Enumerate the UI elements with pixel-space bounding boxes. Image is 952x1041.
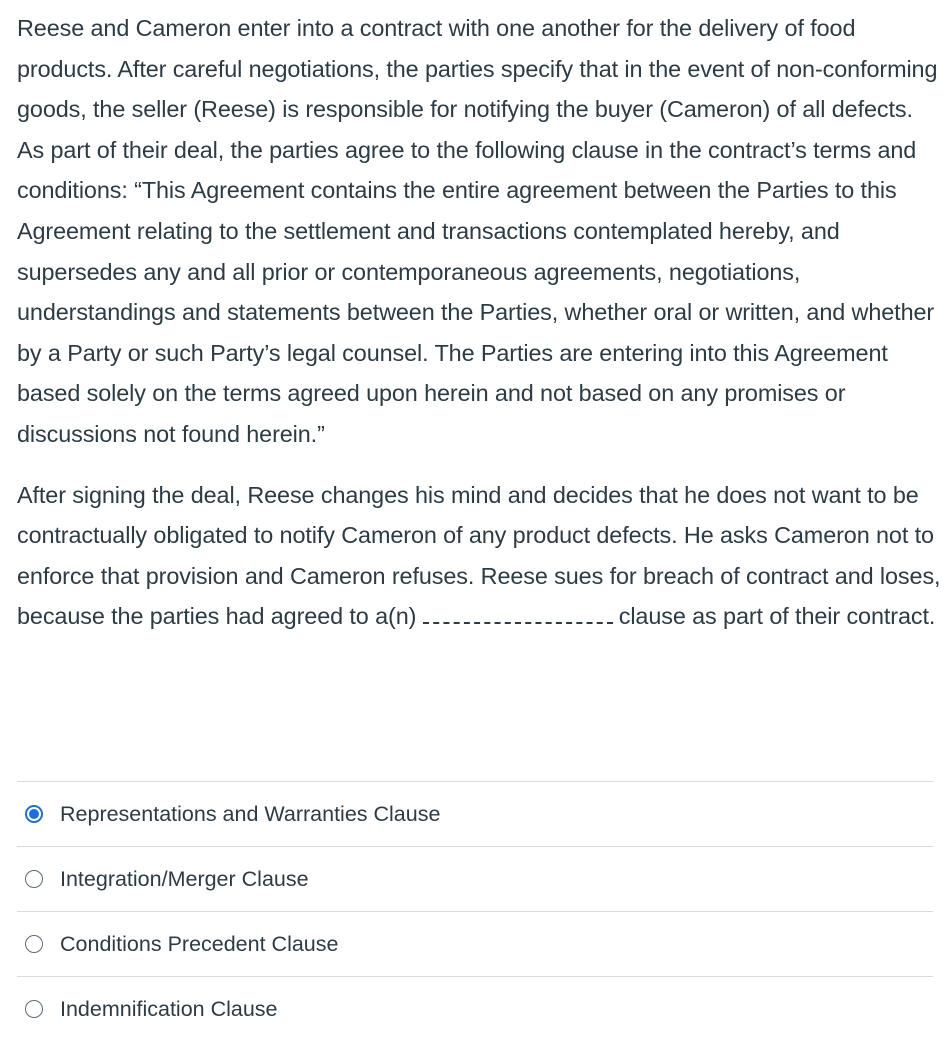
answer-label: Integration/Merger Clause xyxy=(60,866,309,891)
answer-option[interactable] xyxy=(17,846,933,911)
radio-button[interactable] xyxy=(25,1000,43,1018)
answer-label: Indemnification Clause xyxy=(60,996,278,1021)
question-paragraph-1: Reese and Cameron enter into a contract with one another for the delivery of food products. After careful negotiations, the parties specify that in the event of non-conforming goods, the seller (Reese) is responsible for notifying the buyer (Cameron) of all defects. As part of their deal, the parties agree to the following clause in the contract’s terms and conditions: “This Agreement contains the entire agreement between the Parties to this Agreement relating to the settlement and transactions contemplated hereby, and supersedes any and all prior or contemporaneous agreements, negotiations, understandings and statements between the Parties, whether oral or written, and whether by a Party or such Party’s legal counsel. The Parties are entering into this Agreement based solely on the terms agreed upon herein and not based on any promises or discussions not found herein.” xyxy=(17,15,938,447)
answer-option[interactable] xyxy=(17,976,933,1041)
answer-option[interactable] xyxy=(17,781,933,846)
answer-option[interactable] xyxy=(17,911,933,976)
answer-label: Conditions Precedent Clause xyxy=(60,931,339,956)
answer-label: Representations and Warranties Clause xyxy=(60,801,441,826)
radio-button[interactable] xyxy=(25,870,43,888)
radio-button-selected[interactable] xyxy=(25,805,43,823)
question-text xyxy=(17,8,942,637)
radio-button[interactable] xyxy=(25,935,43,953)
answer-list xyxy=(17,781,933,1041)
question-paragraph-2-text: After signing the deal, Reese changes his mind and decides that he does not want to be contractually obligated to notify Cameron of any product defects. He asks Cameron not to enforce that provision and Cameron refuses. Reese sues for breach of contract and loses, because the parties had agreed to a(n) xyxy=(17,481,941,630)
question-paragraph-2-end: clause as part of their contract. xyxy=(618,603,936,630)
question-paragraph-2 xyxy=(17,475,942,637)
fill-in-blank xyxy=(423,612,613,624)
